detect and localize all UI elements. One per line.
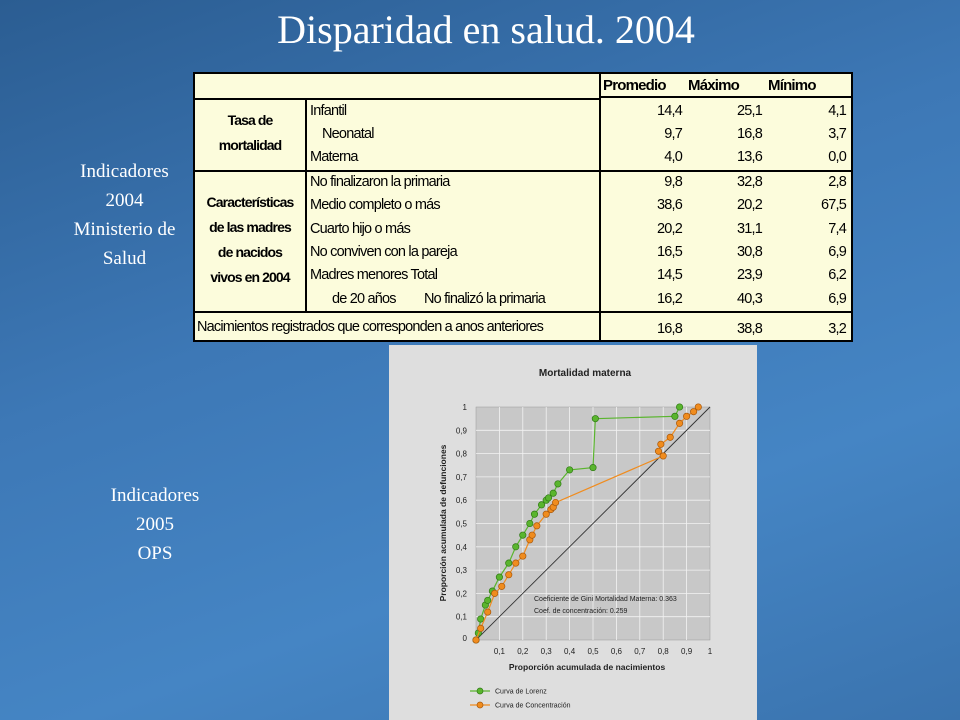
row-value: 25,1	[736, 103, 762, 119]
data-point	[683, 413, 689, 419]
row-value: 9,8	[664, 174, 682, 190]
row-value: 6,2	[828, 267, 846, 283]
header-minimo: Mínimo	[768, 77, 816, 94]
legend-marker	[477, 688, 483, 694]
x-axis-label: Proporción acumulada de nacimientos	[508, 662, 666, 672]
x-tick-label: 0,4	[564, 647, 576, 656]
data-point	[531, 511, 537, 517]
row-value: 3,7	[828, 126, 846, 142]
group-line: Tasa de	[227, 112, 273, 128]
data-point	[496, 574, 502, 580]
data-point	[695, 404, 701, 410]
row-sublabel: No finalizó la primaria	[424, 291, 546, 307]
data-point	[506, 572, 512, 578]
indicators-2004-label	[52, 157, 197, 273]
slide-title: Disparidad en salud. 2004	[277, 7, 695, 52]
data-point	[566, 467, 572, 473]
row-label: Cuarto hijo o más	[310, 221, 411, 237]
row-label: Infantil	[310, 103, 347, 119]
row-value: 16,5	[656, 244, 682, 260]
y-tick-label: 0,3	[455, 566, 467, 576]
row-value: 6,9	[828, 291, 846, 307]
row-value: 6,9	[828, 244, 846, 260]
y-tick-label: 0,7	[455, 472, 467, 482]
x-tick-label: 0,6	[610, 647, 622, 656]
data-point	[555, 481, 561, 487]
row-label: No finalizaron la primaria	[310, 174, 450, 190]
x-tick-label: 0,1	[493, 647, 505, 656]
data-point	[550, 490, 556, 496]
row-label: Neonatal	[322, 126, 374, 142]
row-label: de 20 años	[332, 291, 396, 307]
data-point	[477, 616, 483, 622]
chart-title: Mortalidad materna	[538, 368, 632, 379]
legend-label: Curva de Lorenz	[495, 688, 547, 696]
data-point	[477, 625, 483, 631]
group-line: de las madres	[209, 219, 291, 235]
label-line: Ministerio de	[73, 219, 176, 240]
row-value: 20,2	[656, 221, 682, 237]
row-value: 32,8	[736, 174, 762, 190]
y-tick-label: 0,5	[455, 519, 467, 529]
row-value: 23,9	[736, 267, 762, 283]
row-value: 14,4	[656, 103, 682, 119]
data-point	[473, 637, 479, 643]
label-line: Indicadores	[80, 161, 169, 182]
data-point	[655, 448, 661, 454]
legend-marker	[477, 702, 483, 708]
row-value: 7,4	[828, 221, 846, 237]
group-mortality-label	[195, 108, 305, 158]
footer-minimo: 3,2	[828, 321, 846, 337]
row-value: 4,0	[664, 149, 682, 165]
label-line: Salud	[102, 248, 147, 269]
x-tick-label: 0,2	[517, 647, 529, 656]
group-line: vivos en 2004	[210, 269, 290, 285]
y-tick-label: 0,6	[455, 496, 467, 506]
x-tick-label: 1	[707, 647, 713, 656]
data-point	[667, 434, 673, 440]
group-mothers-label	[195, 190, 305, 290]
x-tick-label: 0,5	[587, 647, 599, 656]
legend-label: Curva de Concentración	[495, 702, 571, 710]
row-value: 9,7	[664, 126, 682, 142]
data-point	[658, 441, 664, 447]
group-line: mortalidad	[218, 137, 282, 153]
indicators-2005-label	[70, 481, 240, 568]
x-tick-label: 0,7	[634, 647, 646, 656]
gini-annotation: Coeficiente de Gini Mortalidad Materna: 0.363	[534, 596, 677, 603]
concentration-annotation: Coef. de concentración: 0.259	[534, 608, 628, 615]
header-promedio: Promedio	[603, 77, 666, 94]
maternal-mortality-chart	[389, 345, 757, 720]
row-value: 4,1	[828, 103, 846, 119]
row-value: 20,2	[736, 197, 762, 213]
data-point	[513, 560, 519, 566]
data-point	[676, 420, 682, 426]
data-point	[534, 523, 540, 529]
group-line: Características	[206, 194, 294, 210]
row-label: No conviven con la pareja	[310, 244, 457, 260]
y-tick-label: 0,9	[455, 426, 467, 436]
footer-maximo: 38,8	[736, 321, 762, 337]
y-tick-label: 1	[462, 403, 467, 412]
row-value: 16,2	[656, 291, 682, 307]
data-point	[499, 583, 505, 589]
data-point	[590, 464, 596, 470]
footer-label: Nacimientos registrados que corresponden a anos anteriores	[197, 319, 544, 335]
data-point	[672, 413, 678, 419]
row-value: 0,0	[828, 149, 846, 165]
row-label: Materna	[310, 149, 358, 165]
y-tick-label: 0,8	[455, 449, 467, 459]
row-label: Madres menores Total	[310, 267, 438, 283]
data-point	[485, 609, 491, 615]
data-point	[485, 597, 491, 603]
row-value: 31,1	[736, 221, 762, 237]
y-tick-label: 0,4	[455, 542, 467, 552]
data-point	[676, 404, 682, 410]
row-value: 67,5	[820, 197, 846, 213]
label-line: 2005	[136, 514, 174, 535]
data-point	[529, 532, 535, 538]
label-line: OPS	[137, 543, 173, 564]
row-value: 30,8	[736, 244, 762, 260]
data-point	[492, 590, 498, 596]
health-disparity-table	[193, 72, 853, 342]
row-value: 16,8	[736, 126, 762, 142]
data-point	[552, 499, 558, 505]
chart-svg	[389, 345, 757, 720]
row-value: 13,6	[736, 149, 762, 165]
data-point	[520, 532, 526, 538]
data-point	[513, 544, 519, 550]
header-maximo: Máximo	[688, 77, 740, 94]
row-label: Medio completo o más	[310, 197, 440, 213]
footer-promedio: 16,8	[656, 321, 682, 337]
data-point	[527, 520, 533, 526]
row-value: 38,6	[656, 197, 682, 213]
y-tick-label: 0,1	[455, 612, 467, 622]
y-axis-label: Proporción acumulada de defunciones	[438, 444, 448, 602]
row-value: 40,3	[736, 291, 762, 307]
group-line: de nacidos	[217, 244, 283, 260]
data-point	[592, 415, 598, 421]
label-line: 2004	[105, 190, 144, 211]
x-tick-label: 0,8	[657, 647, 669, 656]
label-line: Indicadores	[110, 485, 200, 506]
legend	[470, 688, 571, 710]
x-tick-label: 0,3	[540, 647, 552, 656]
row-value: 14,5	[656, 267, 682, 283]
x-tick-label: 0,9	[681, 647, 693, 656]
y-tick-label: 0,2	[455, 589, 467, 599]
data-point	[506, 560, 512, 566]
data-point	[520, 553, 526, 559]
row-value: 2,8	[828, 174, 846, 190]
y-tick-label: 0	[462, 634, 467, 643]
